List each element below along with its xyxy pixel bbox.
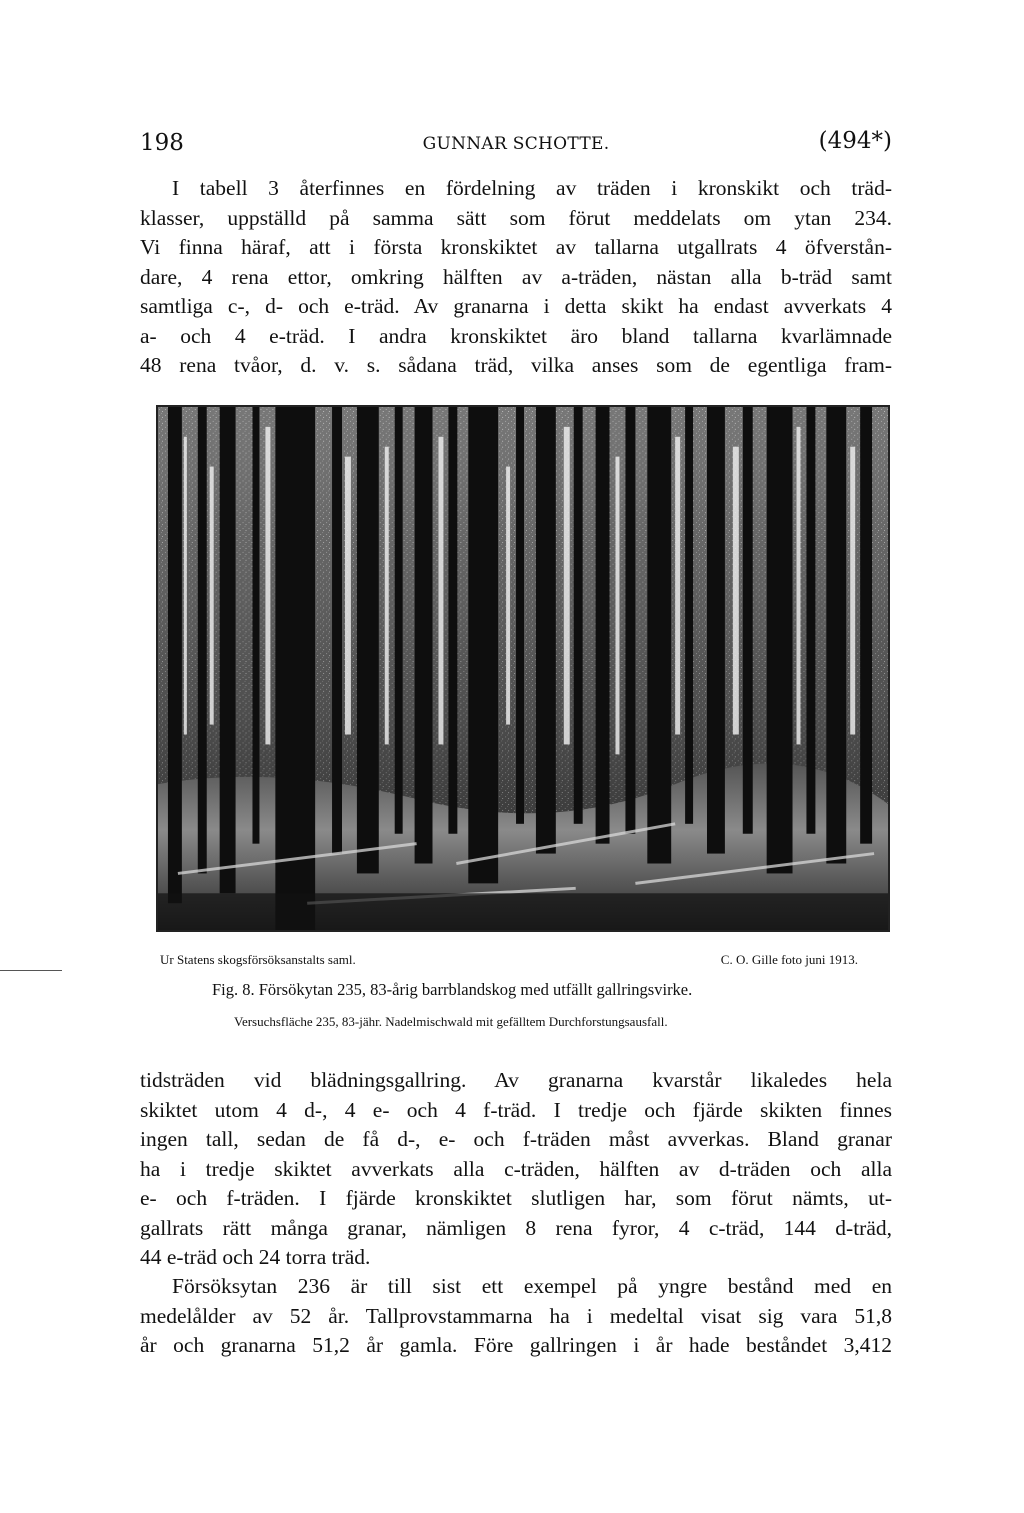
margin-rule xyxy=(0,970,62,971)
text-line: I tabell 3 återfinnes en fördelning av träden i kronskikt och träd- xyxy=(172,176,892,200)
text-line: ingen tall, sedan de få d-, e- och f-träden måst avverkas. Bland granar xyxy=(140,1127,892,1151)
text-line: år och granarna 51,2 år gamla. Före gallringen i år hade beståndet 3,412 xyxy=(140,1333,892,1357)
text-line: e- och f-träden. I fjärde kronskiktet slutligen har, som förut nämts, ut- xyxy=(140,1186,892,1210)
figure-caption-german: Versuchsfläche 235, 83-jähr. Nadelmischwald mit gefälltem Durchforstungsausfall. xyxy=(234,1014,668,1029)
text-line: Försöksytan 236 är till sist ett exempel på yngre bestånd med en xyxy=(172,1274,892,1298)
text-line: gallrats rätt många granar, nämligen 8 rena fyror, 4 c-träd, 144 d-träd, xyxy=(140,1215,892,1240)
text-line: ha i tredje skiktet avverkats alla c-träden, hälften av d-träden och alla xyxy=(140,1156,892,1181)
section-number: (494*) xyxy=(818,128,892,154)
page-header xyxy=(140,128,892,164)
figure-source: Ur Statens skogsförsöksanstalts saml. xyxy=(160,952,356,967)
forest-photo-image xyxy=(158,407,888,930)
text-line: samtliga c-, d- och e-träd. Av granarna i detta skikt ha endast avverkats 4 xyxy=(140,294,892,318)
text-line: dare, 4 rena ettor, omkring hälften av a-träden, nästan alla b-träd samt xyxy=(140,264,892,289)
text-line: klasser, uppställd på samma sätt som förut meddelats om ytan 234. xyxy=(140,205,892,230)
running-title: GUNNAR SCHOTTE. xyxy=(422,134,610,154)
paragraph-1 xyxy=(140,174,892,381)
text-line: 48 rena tvåor, d. v. s. sådana träd, vilka anses som de egentliga fram- xyxy=(140,353,892,377)
text-line: 44 e-träd och 24 torra träd. xyxy=(140,1245,371,1269)
text-line: a- och 4 e-träd. I andra kronskiktet äro bland tallarna kvarlämnade xyxy=(140,323,892,348)
text-line: tidsträden vid blädningsgallring. Av granarna kvarstår likaledes hela xyxy=(140,1068,892,1092)
text-line: Vi finna häraf, att i första kronskiktet av tallarna utgallrats 4 öfverstån- xyxy=(140,235,892,259)
page-number: 198 xyxy=(140,130,184,156)
forest-photo xyxy=(156,405,890,932)
paragraph-2 xyxy=(140,1066,892,1273)
text-line: medelålder av 52 år. Tallprovstammarna ha i medeltal visat sig vara 51,8 xyxy=(140,1303,892,1328)
text-line: skiktet utom 4 d-, 4 e- och 4 f-träd. I tredje och fjärde skikten finnes xyxy=(140,1097,892,1122)
figure-caption: Fig. 8. Försökytan 235, 83-årig barrblandskog med utfällt gallringsvirke. xyxy=(212,980,693,999)
paragraph-3 xyxy=(140,1272,892,1361)
figure-credit: C. O. Gille foto juni 1913. xyxy=(720,952,858,967)
